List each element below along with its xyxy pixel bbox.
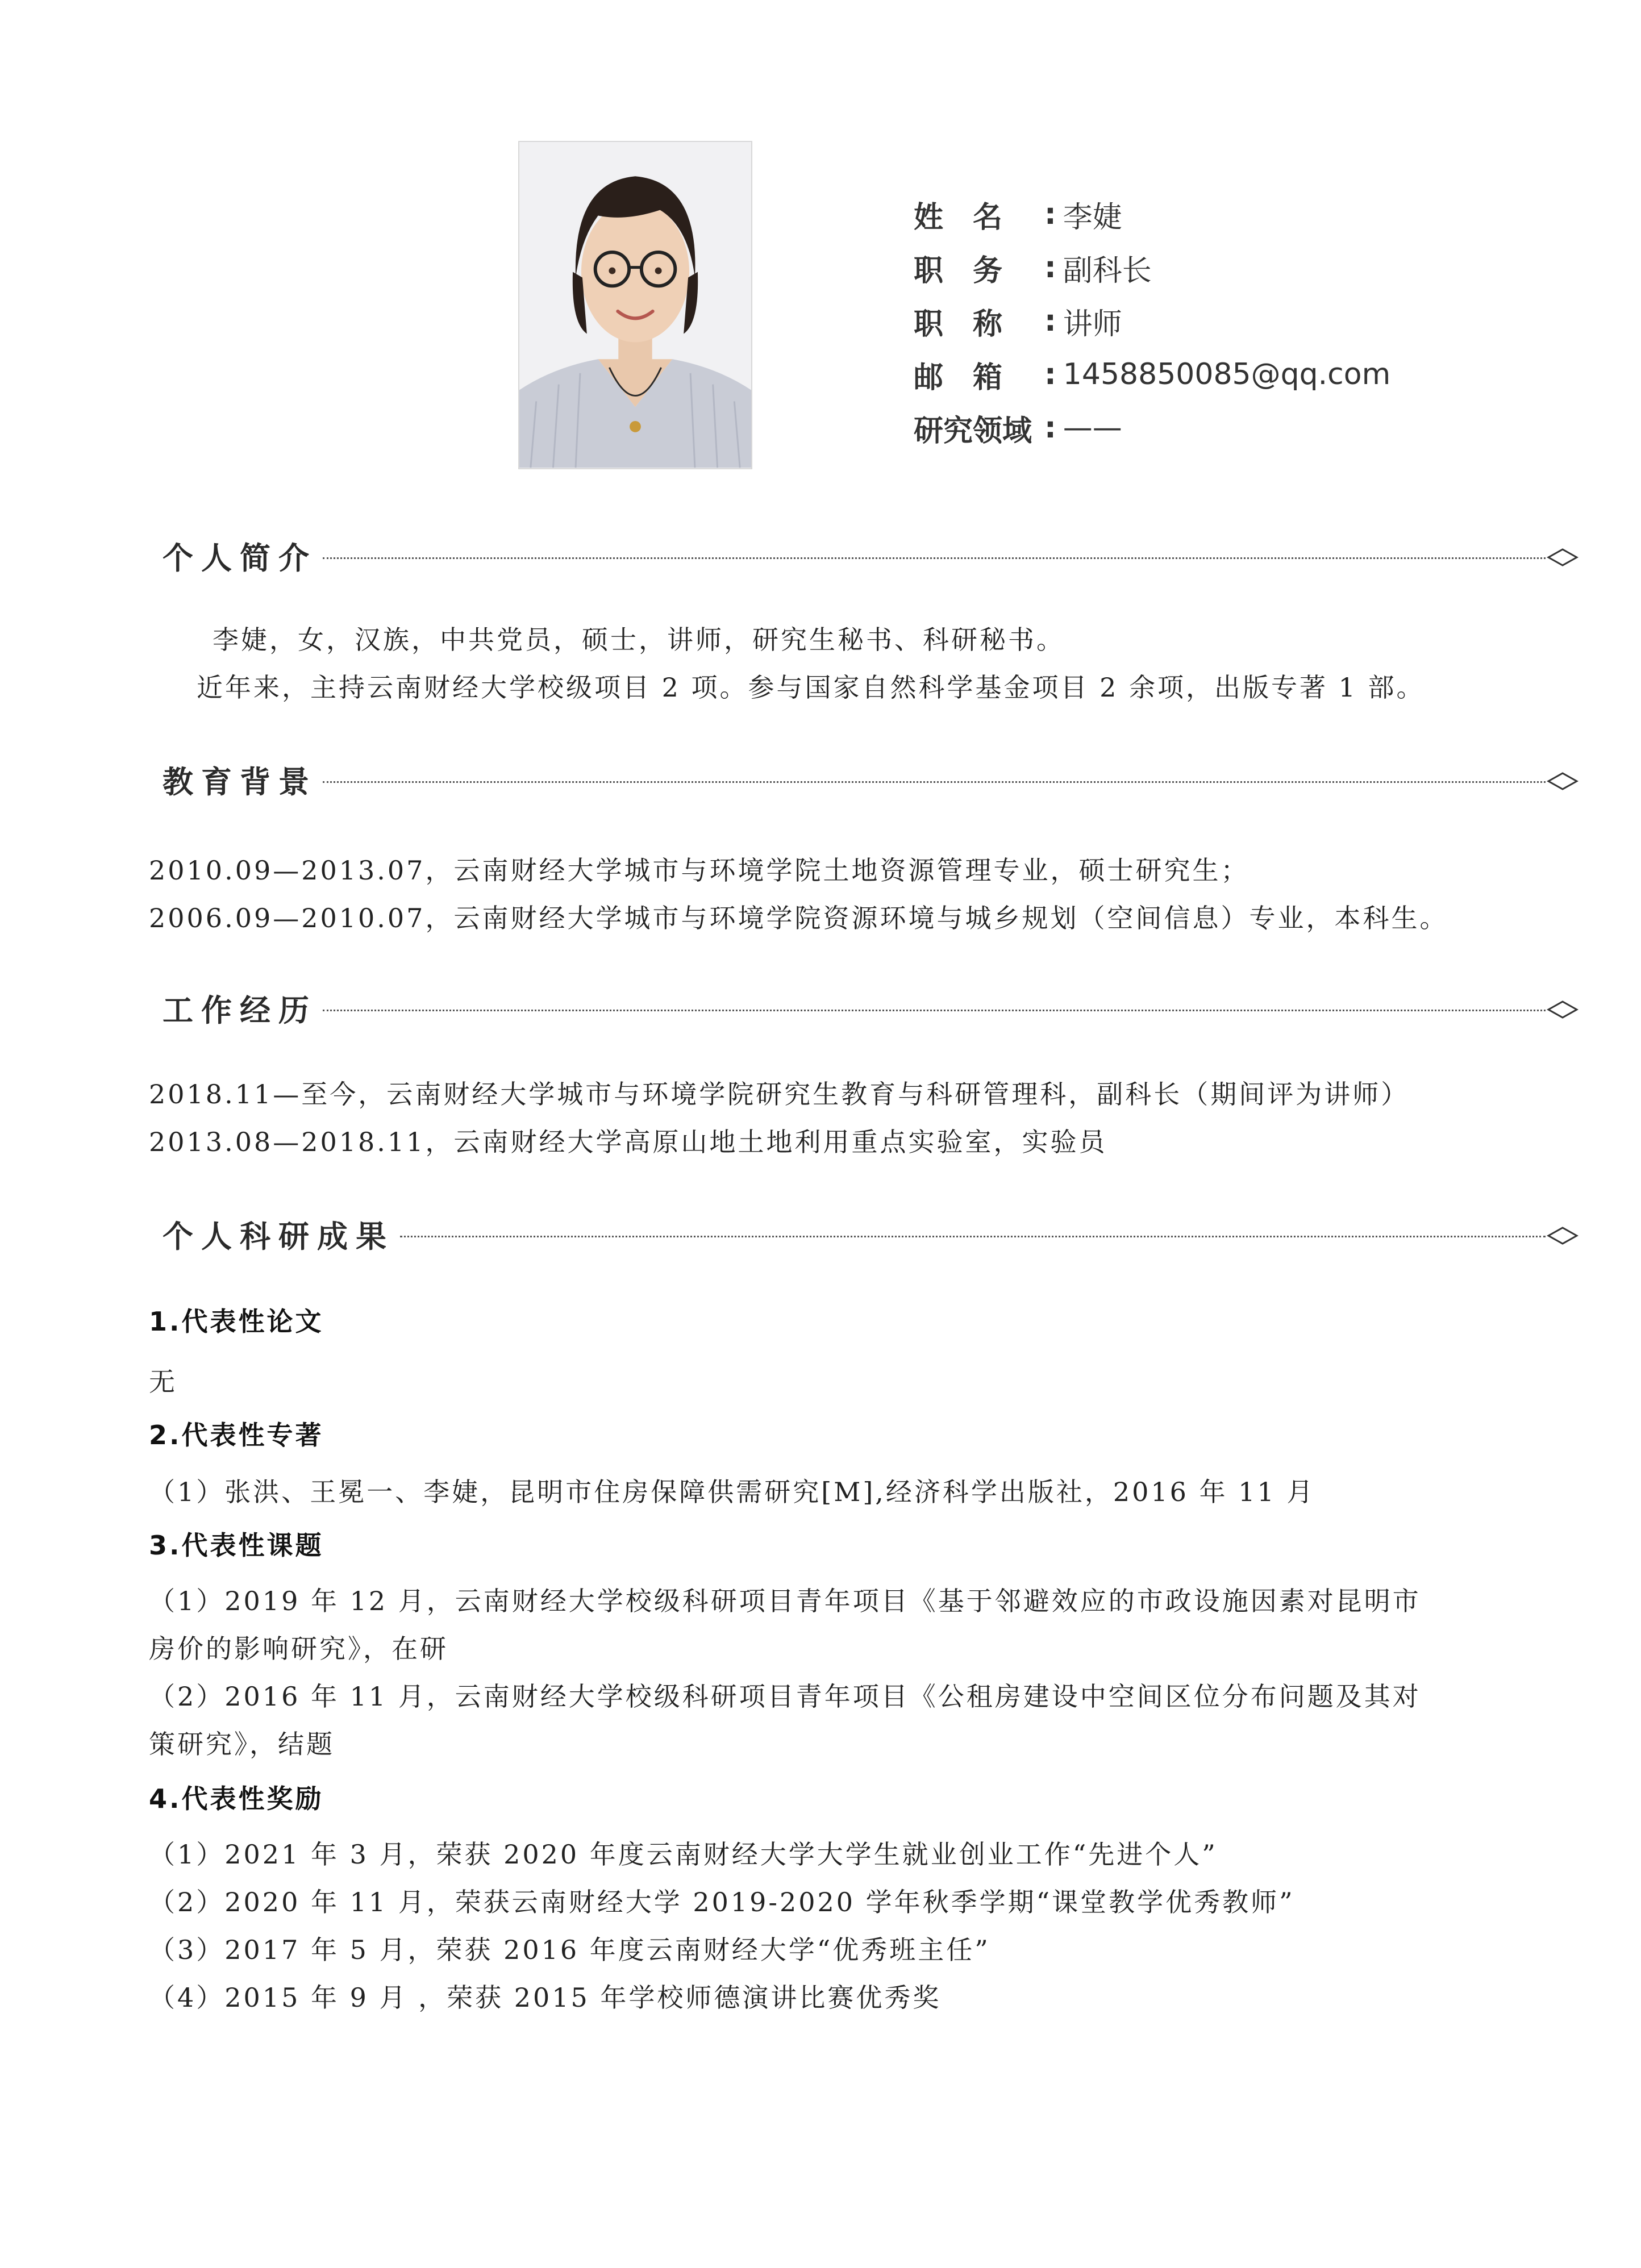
info-colon: :: [1044, 251, 1056, 285]
info-row-position: [914, 241, 1390, 294]
award-line: （2）2020 年 11 月，荣获云南财经大学 2019-2020 学年秋季学期“课堂教学优秀教师”: [149, 1887, 1295, 1917]
info-label-research-field: 研究领域: [914, 414, 1032, 448]
section-header-education: [163, 757, 1578, 802]
info-row-name: [914, 187, 1390, 241]
work-line: 2013.08—2018.11，云南财经大学高原山地土地利用重点实验室，实验员: [149, 1127, 1107, 1157]
project-line: （1）2019 年 12 月，云南财经大学校级科研项目青年项目《基于邻避效应的市政设施因素对昆明市: [149, 1586, 1421, 1616]
section-header-work: [163, 985, 1578, 1031]
section-title: 教育背景: [163, 764, 317, 800]
diamond-icon: [1547, 770, 1578, 793]
info-label-position: 职 务: [914, 253, 1003, 288]
dotted-divider: [323, 781, 1546, 783]
info-label-name: 姓 名: [914, 200, 1003, 235]
section-title: 工作经历: [163, 992, 317, 1028]
info-colon: :: [1044, 197, 1056, 231]
education-line: 2010.09—2013.07，云南财经大学城市与环境学院土地资源管理专业，硕士研究生；: [149, 855, 1250, 886]
papers-content: 无: [149, 1366, 177, 1397]
section-title: 个人简介: [163, 540, 317, 576]
books-content: （1）张洪、王冕一、李婕，昆明市住房保障供需研究[M],经济科学出版社，2016 年 11 月: [149, 1477, 1315, 1507]
profile-photo: [518, 141, 752, 469]
info-row-email: [914, 348, 1390, 401]
section-header-research: [163, 1211, 1578, 1257]
info-value-email[interactable]: 1458850085@qq.com: [1063, 357, 1391, 391]
section-header-intro: [163, 533, 1578, 578]
info-row-title: [914, 294, 1390, 348]
profile-info: [914, 187, 1390, 455]
dotted-divider: [323, 1010, 1546, 1011]
info-value-research-field: ——: [1063, 411, 1122, 445]
info-value-title: 讲师: [1063, 307, 1122, 341]
info-colon: :: [1044, 357, 1056, 391]
papers-subtitle: 1.代表性论文: [149, 1306, 324, 1337]
info-colon: :: [1044, 411, 1056, 445]
info-label-title: 职 称: [914, 307, 1003, 341]
awards-subtitle: 4.代表性奖励: [149, 1783, 324, 1814]
education-line: 2006.09—2010.07，云南财经大学城市与环境学院资源环境与城乡规划（空间信息）专业，本科生。: [149, 903, 1448, 933]
intro-line: 近年来，主持云南财经大学校级项目 2 项。参与国家自然科学基金项目 2 余项，出版专著 1 部。: [197, 672, 1425, 703]
diamond-icon: [1547, 998, 1578, 1021]
info-row-research-field: [914, 401, 1390, 455]
books-subtitle: 2.代表性专著: [149, 1420, 324, 1450]
dotted-divider: [400, 1236, 1546, 1237]
award-line: （4）2015 年 9 月 ，荣获 2015 年学校师德演讲比赛优秀奖: [149, 1982, 942, 2013]
diamond-icon: [1547, 546, 1578, 569]
project-line: （2）2016 年 11 月，云南财经大学校级科研项目青年项目《公租房建设中空间区位分布问题及其对: [149, 1681, 1421, 1712]
award-line: （3）2017 年 5 月，荣获 2016 年度云南财经大学“优秀班主任”: [149, 1935, 990, 1965]
info-value-name: 李婕: [1063, 200, 1122, 235]
info-colon: :: [1044, 304, 1056, 338]
project-line: 策研究》，结题: [149, 1729, 335, 1760]
award-line: （1）2021 年 3 月，荣获 2020 年度云南财经大学大学生就业创业工作“先进个人”: [149, 1839, 1218, 1870]
info-value-position: 副科长: [1063, 253, 1152, 288]
intro-line: 李婕，女，汉族，中共党员，硕士，讲师，研究生秘书、科研秘书。: [213, 624, 1065, 655]
info-label-email: 邮 箱: [914, 360, 1003, 395]
dotted-divider: [323, 557, 1546, 559]
project-line: 房价的影响研究》，在研: [149, 1633, 448, 1664]
diamond-icon: [1547, 1224, 1578, 1247]
section-title: 个人科研成果: [163, 1218, 394, 1254]
portrait-illustration: [519, 142, 751, 468]
work-line: 2018.11—至今，云南财经大学城市与环境学院研究生教育与科研管理科，副科长（期间评为讲师）: [149, 1079, 1410, 1110]
projects-subtitle: 3.代表性课题: [149, 1530, 324, 1561]
